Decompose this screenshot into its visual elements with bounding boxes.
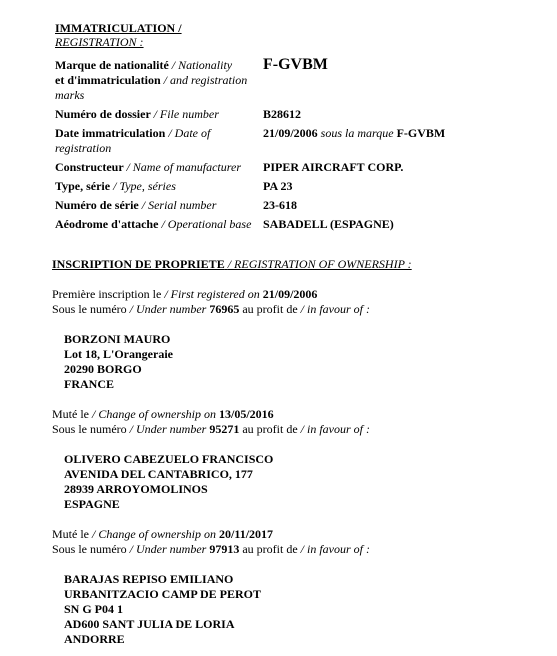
entry-1-owner: BORZONI MAURO Lot 18, L'Orangeraie 20290 BORGO FRANCE [64, 332, 173, 391]
value-serial-number: 23-618 [263, 198, 297, 212]
label-type: Type, série / Type, séries [55, 179, 176, 193]
value-marks: F-GVBM [263, 56, 328, 73]
label-serial-number: Numéro de série / Serial number [55, 198, 217, 212]
entry-2-number-line: Sous le numéro / Under number 95271 au profit de / in favour of : [52, 422, 370, 436]
label-operational-base: Aéodrome d'attache / Operational base [55, 217, 252, 231]
ownership-heading: INSCRIPTION DE PROPRIETE / REGISTRATION OF OWNERSHIP : [52, 257, 412, 271]
registration-heading-en: REGISTRATION : [55, 35, 144, 49]
value-registration-date: 21/09/2006 sous la marque F-GVBM [263, 126, 446, 140]
registration-heading: IMMATRICULATION / [55, 21, 182, 35]
label-manufacturer: Constructeur / Name of manufacturer [55, 160, 241, 174]
label-file-number: Numéro de dossier / File number [55, 107, 219, 121]
value-type: PA 23 [263, 179, 293, 193]
entry-1-number-line: Sous le numéro / Under number 76965 au profit de / in favour of : [52, 302, 370, 316]
value-file-number: B28612 [263, 107, 302, 121]
label-registration-date: Date immatriculation / Date of registration [55, 126, 211, 155]
entry-2-date-line: Muté le / Change of ownership on 13/05/2016 [52, 407, 274, 421]
entry-2-owner: OLIVERO CABEZUELO FRANCISCO AVENIDA DEL CANTABRICO, 177 28939 ARROYOMOLINOS ESPAGNE [64, 452, 274, 511]
value-operational-base: SABADELL (ESPAGNE) [263, 217, 394, 231]
entry-3-date-line: Muté le / Change of ownership on 20/11/2017 [52, 527, 274, 541]
entry-3-number-line: Sous le numéro / Under number 97913 au profit de / in favour of : [52, 542, 370, 556]
entry-1-date-line: Première inscription le / First registered on 21/09/2006 [52, 287, 318, 301]
value-manufacturer: PIPER AIRCRAFT CORP. [263, 160, 404, 174]
entry-3-owner: BARAJAS REPISO EMILIANO URBANITZACIO CAMP DE PEROT SN G P04 1 AD600 SANT JULIA DE LORIA ANDORRE [64, 572, 262, 646]
label-marks: Marque de nationalité / Nationality et d'immatriculation / and registration marks [55, 58, 248, 102]
